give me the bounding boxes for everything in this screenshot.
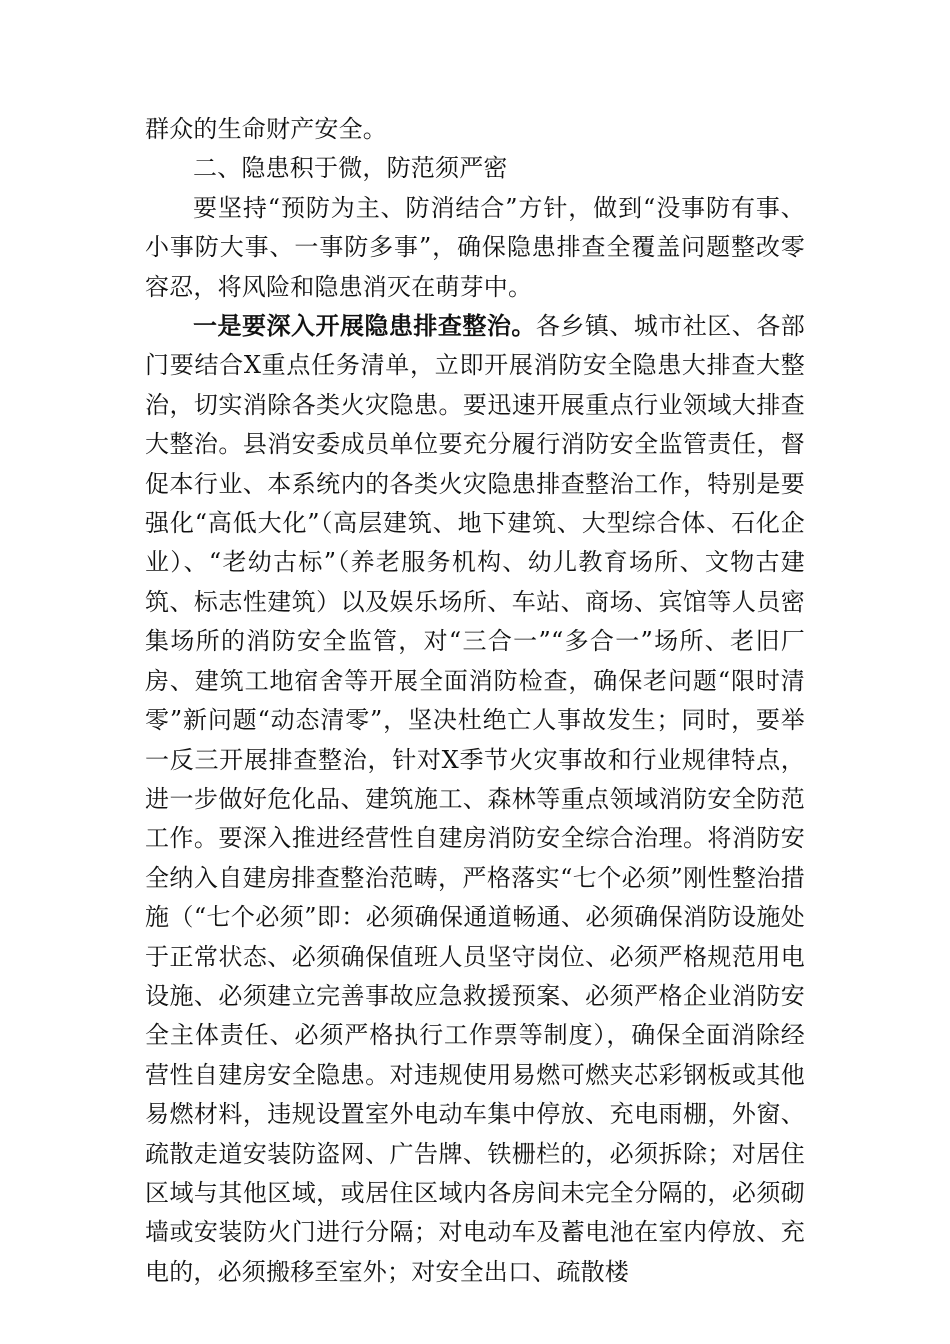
document-page bbox=[145, 110, 805, 1292]
paragraph-main-body: 各乡镇、城市社区、各部门要结合X重点任务清单，立即开展消防安全隐患大排查大整治，切实消除各类火灾隐患。要迅速开展重点行业领域大排查大整治。县消安委成员单位要充分履行消防安全监管责任，督促本行业、本系统内的各类火灾隐患排查整治工作，特别是要强化“高低大化”（高层建筑、地下建筑、大型综合体、石化企业）、“老幼古标”（养老服务机构、幼儿教育场所、文物古建筑、标志性建筑）以及娱乐场所、车站、商场、宾馆等人员密集场所的消防安全监管，对“三合一”“多合一”场所、老旧厂房、建筑工地宿舍等开展全面消防检查，确保老问题“限时清零”新问题“动态清零”，坚决杜绝亡人事故发生；同时，要举一反三开展排查整治，针对X季节火灾事故和行业规律特点，进一步做好危化品、建筑施工、森林等重点领域消防安全防范工作。要深入推进经营性自建房消防安全综合治理。将消防安全纳入自建房排查整治范畴，严格落实“七个必须”刚性整治措施（“七个必须”即：必须确保通道畅通、必须确保消防设施处于正常状态、必须确保值班人员坚守岗位、必须严格规范用电设施、必须建立完善事故应急救援预案、必须严格企业消防安全主体责任、必须严格执行工作票等制度），确保全面消除经营性自建房安全隐患。对违规使用易燃可燃夹芯彩钢板或其他易燃材料，违规设置室外电动车集中停放、充电雨棚，外窗、疏散走道安装防盗网、广告牌、铁栅栏的，必须拆除；对居住区域与其他区域，或居住区域内各房间未完全分隔的，必须砌墙或安装防火门进行分隔；对电动车及蓄电池在室内停放、充电的，必须搬移至室外；对安全出口、疏散楼 bbox=[145, 312, 805, 1286]
section-heading: 二、隐患积于微，防范须严密 bbox=[193, 154, 508, 183]
paragraph-lead-bold: 一是要深入开展隐患排查整治。 bbox=[193, 312, 536, 341]
paragraph-intro: 要坚持“预防为主、防消结合”方针，做到“没事防有事、小事防大事、一事防多事”，确保隐患排查全覆盖问题整改零容忍，将风险和隐患消灭在萌芽中。 bbox=[145, 193, 805, 301]
paragraph-continued: 群众的生命财产安全。 bbox=[145, 115, 387, 143]
paragraph-main bbox=[145, 307, 805, 1292]
